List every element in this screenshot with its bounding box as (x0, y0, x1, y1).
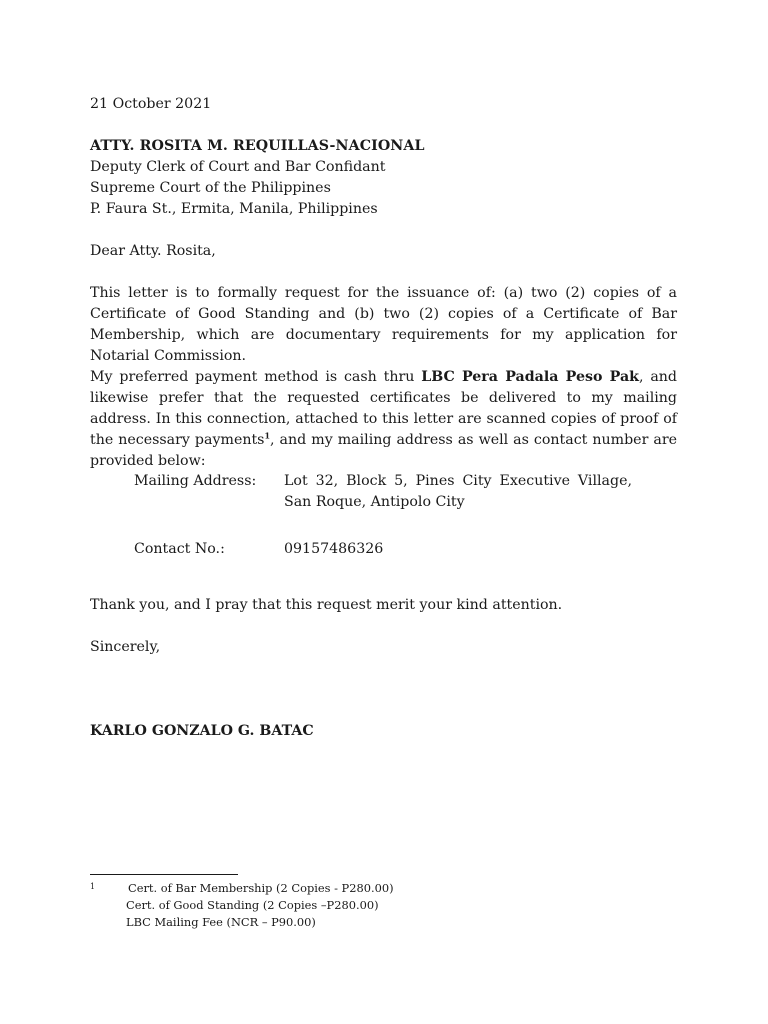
payment-text-start: My preferred payment method is cash thru (90, 369, 422, 385)
contact-number-value: 09157486326 (284, 541, 384, 557)
recipient-address: P. Faura St., Ermita, Manila, Philippines (90, 201, 378, 217)
request-paragraph: This letter is to formally request for the issuance of: (a) two (2) copies of a Certificate of Good Standing and (b) two (2) copies of a Certificate of Bar Membership, which are documentary requirements for my application for Notarial Commission. (90, 285, 677, 364)
recipient-office: Supreme Court of the Philippines (90, 180, 331, 196)
footnote-separator (90, 874, 238, 875)
recipient-title: Deputy Clerk of Court and Bar Confidant (90, 159, 386, 175)
payment-paragraph (90, 367, 677, 472)
salutation: Dear Atty. Rosita, (90, 243, 216, 259)
footnote-line-good-standing: Cert. of Good Standing (2 Copies –P280.00) (126, 898, 379, 912)
footnote-mark: 1 (90, 882, 96, 891)
payment-text-middle: , and likewise prefer that the requested certificates be delivered to my mailing address. In this connection, attached to this letter are scanned copies of proof of the necessary payments (90, 369, 677, 448)
contact-number-label: Contact No.: (134, 541, 225, 557)
payment-text-end: , and my mailing address as well as contact number are provided below: (90, 432, 677, 469)
footnote-line-mailing-fee: LBC Mailing Fee (NCR – P90.00) (126, 915, 316, 929)
thanks-line: Thank you, and I pray that this request merit your kind attention. (90, 597, 563, 613)
closing-line: Sincerely, (90, 639, 161, 655)
recipient-block (90, 136, 677, 220)
recipient-name: ATTY. ROSITA M. REQUILLAS-NACIONAL (90, 138, 425, 154)
signatory-name: KARLO GONZALO G. BATAC (90, 723, 314, 739)
mailing-address-value: Lot 32, Block 5, Pines City Executive Village, San Roque, Antipolo City (284, 473, 632, 510)
mailing-address-label: Mailing Address: (134, 473, 257, 489)
footnote-line-bar-membership: Cert. of Bar Membership (2 Copies - P280.00) (128, 881, 394, 895)
payment-method-name: LBC Pera Padala Peso Pak (421, 369, 639, 385)
letter-date: 21 October 2021 (90, 96, 212, 112)
footnote-reference: 1 (264, 430, 271, 441)
footnote (90, 880, 490, 931)
